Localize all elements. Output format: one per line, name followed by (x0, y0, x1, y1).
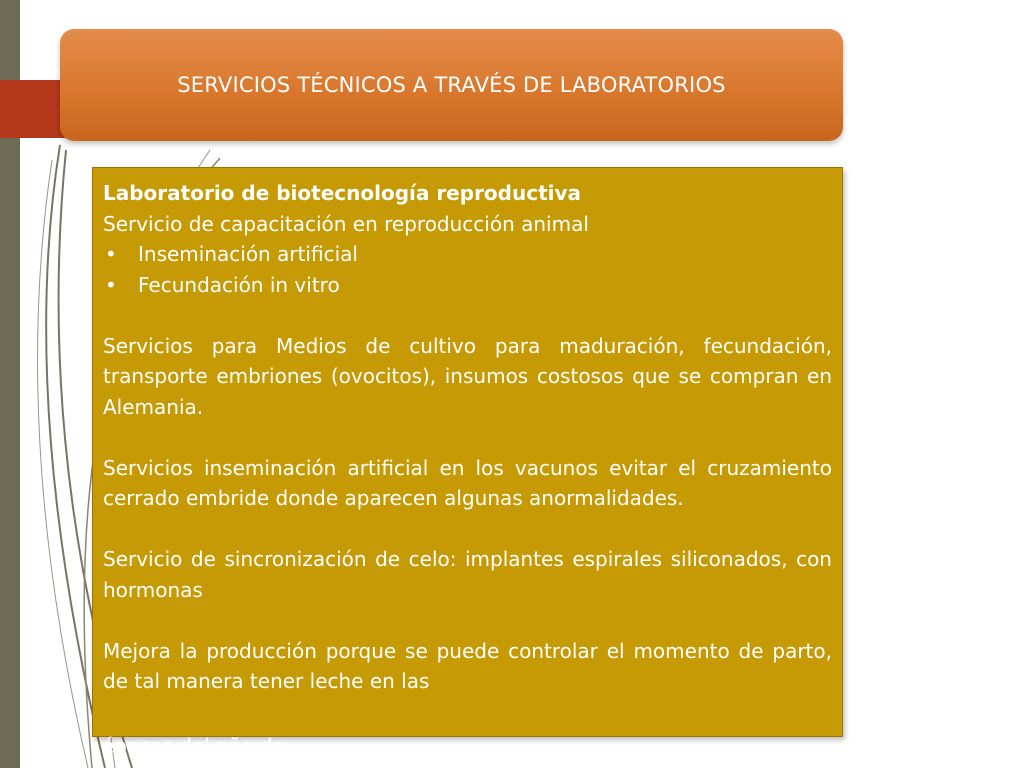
overflow-text: épocas del año de (102, 734, 285, 758)
paragraph-culture-media: Servicios para Medios de cultivo para maduración, fecundación, transporte embriones (ovocitos), insumos costosos que se compran en Alemania. (103, 333, 832, 419)
bullet-text: Inseminación artificial (138, 242, 358, 266)
lab-subheading: Servicio de capacitación en reproducción animal (103, 211, 589, 236)
paragraph-spacer (103, 514, 832, 545)
paragraph-spacer (103, 300, 832, 331)
paragraph-spacer (103, 605, 832, 636)
content-box (92, 167, 843, 737)
title-banner (60, 29, 843, 141)
paragraph-spacer (103, 422, 832, 453)
bullet-item (103, 270, 832, 301)
slide-title: SERVICIOS TÉCNICOS A TRAVÉS DE LABORATORIOS (177, 73, 726, 97)
paragraph-production: Mejora la producción porque se puede controlar el momento de parto, de tal manera tener leche en las (103, 638, 832, 693)
lab-heading: Laboratorio de biotecnología reproductiva (103, 181, 582, 205)
bullet-symbol: • (105, 272, 117, 297)
bullet-symbol: • (105, 242, 117, 266)
bullet-text: Fecundación in vitro (138, 272, 340, 297)
bullet-item (103, 239, 832, 270)
paragraph-insemination: Servicios inseminación artificial en los vacunos evitar el cruzamiento cerrado embride donde aparecen algunas anormalidades. (103, 455, 832, 510)
paragraph-synchronization: Servicio de sincronización de celo: implantes espirales siliconados, con hormonas (103, 547, 832, 602)
